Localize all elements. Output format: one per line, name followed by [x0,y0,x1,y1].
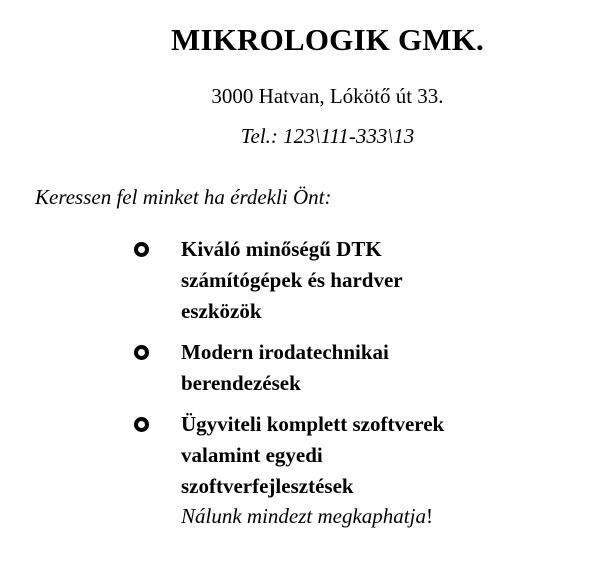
company-phone: Tel.: 123\111-333\13 [240,124,415,148]
closing-text [181,504,433,529]
list-item-text: Ügyviteli komplett szoftverek valamint egyedi szoftverfejlesztések [181,412,445,498]
list-item [0,337,481,399]
list-item-text: Modern irodatechnikai berendezések [181,340,389,395]
company-name: MIKROLOGIK GMK. [171,22,484,57]
company-address: 3000 Hatvan, Lókötő út 33. [211,84,444,108]
circle-bullet-icon [134,345,149,360]
closing-italic-text: Nálunk mindezt megkaphatja [181,504,426,528]
list-item-text: Kiváló minőségű DTK számítógépek és hardver eszközök [181,237,403,323]
closing-punctuation: ! [425,504,433,528]
service-list [0,234,481,512]
list-item [0,409,481,502]
list-item [0,234,481,327]
intro-text: Keressen fel minket ha érdekli Önt: [35,185,332,209]
circle-bullet-icon [134,242,149,257]
circle-bullet-icon [134,417,149,432]
